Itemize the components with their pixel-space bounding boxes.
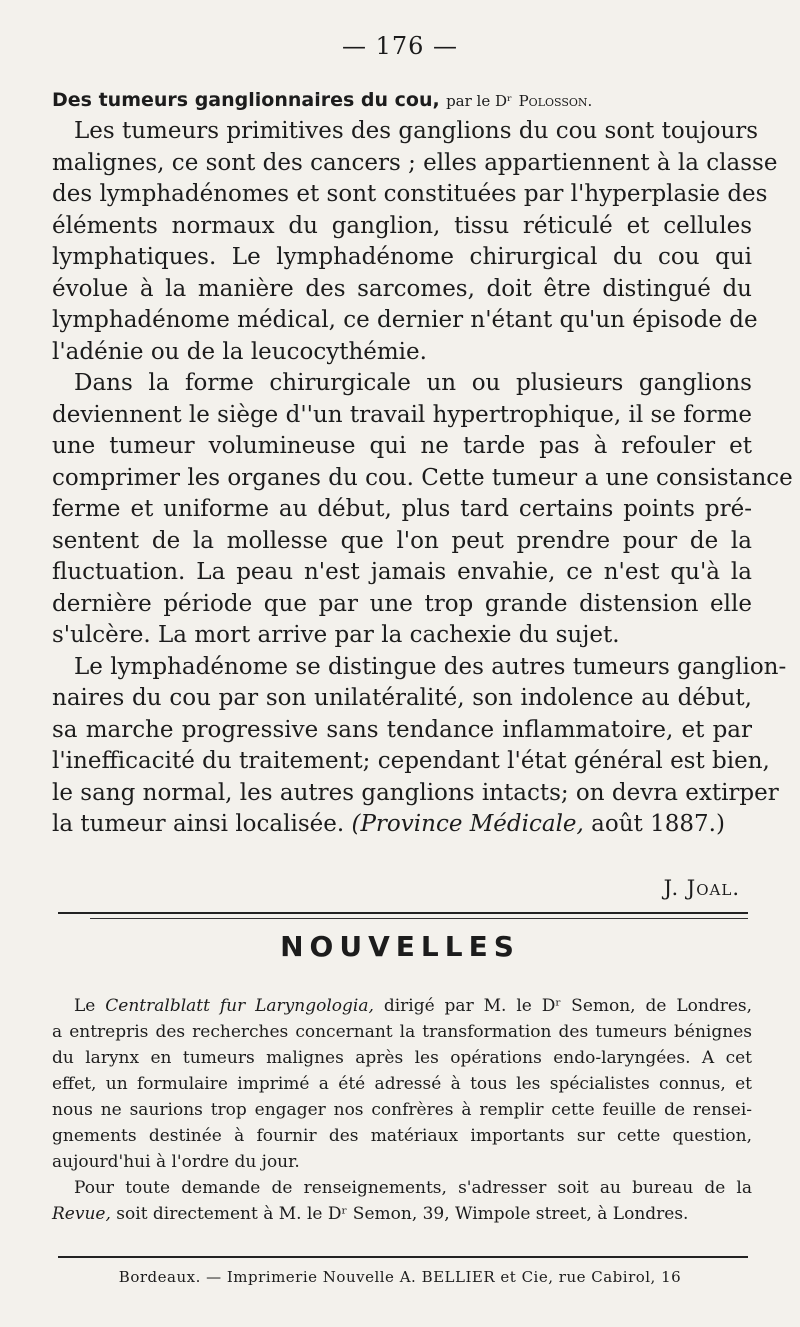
news-line: effet, un formulaire imprimé a été adressé à tous les spécialistes connus, et (52, 1074, 752, 1094)
news-text: dirigé par M. le Dʳ Semon, de Londres, (383, 996, 753, 1016)
body-line: s'ulcère. La mort arrive par la cachexie du sujet. (52, 622, 620, 648)
body-line: sa marche progressive sans tendance inflammatoire, et par (52, 716, 752, 743)
body-line: fluctuation. La peau n'est jamais envahie, ce n'est qu'à la (52, 559, 752, 585)
body-line: dernière période que par une trop grande distension elle (52, 590, 752, 617)
divider (58, 912, 748, 914)
body-line: Le lymphadénome se distingue des autres tumeurs ganglion- (74, 653, 787, 680)
body-line: comprimer les organes du cou. Cette tumeur a une consistance (52, 464, 793, 491)
body-line: l'inefficacité du traitement; cependant l'état général est bien, (52, 748, 770, 774)
news-journal: Revue, (52, 1204, 111, 1224)
article-signature: J. Joal. (663, 876, 740, 900)
news-body (52, 993, 752, 1227)
news-line: aujourd'hui à l'ordre du jour. (52, 1152, 300, 1172)
source-date: août 1887.) (591, 811, 725, 837)
body-line-source (52, 809, 752, 841)
news-line: a entrepris des recherches concernant la transformation des tumeurs bénignes (52, 1022, 752, 1042)
article-title: Des tumeurs ganglionnaires du cou, (52, 89, 440, 111)
news-journal: Centralblatt fur Laryngologia, (105, 996, 374, 1016)
body-line: le sang normal, les autres ganglions intacts; on devra extirper (52, 779, 779, 806)
body-line: Les tumeurs primitives des ganglions du cou sont toujours (74, 118, 759, 144)
news-text: Le (74, 996, 96, 1016)
body-line: lymphatiques. Le lymphadénome chirurgical du cou qui (52, 244, 752, 270)
article-heading (52, 86, 752, 114)
body-line: la tumeur ainsi localisée. (52, 811, 345, 837)
article-body (52, 116, 793, 841)
body-line: lymphadénome médical, ce dernier n'étant qu'un épisode de (52, 307, 758, 333)
body-line: malignes, ce sont des cancers ; elles appartiennent à la classe (52, 149, 778, 176)
source-journal: (Province Médicale, (351, 811, 584, 837)
footer-divider (58, 1256, 748, 1258)
body-line: ferme et uniforme au début, plus tard certains points pré- (52, 496, 752, 522)
body-line: évolue à la manière des sarcomes, doit être distingué du (52, 275, 752, 302)
page-number: — 176 — (341, 32, 459, 60)
body-line: une tumeur volumineuse qui ne tarde pas à refouler et (52, 433, 752, 459)
divider (90, 918, 748, 919)
body-line: l'adénie ou de la leucocythémie. (52, 338, 427, 365)
printer-footer: Bordeaux. — Imprimerie Nouvelle A. BELLIER et Cie, rue Cabirol, 16 (118, 1268, 682, 1286)
news-title: NOUVELLES (280, 930, 520, 963)
news-line: du larynx en tumeurs malignes après les opérations endo-laryngées. A cet (52, 1048, 752, 1068)
body-line: des lymphadénomes et sont constituées par l'hyperplasie des (52, 181, 768, 207)
body-line: éléments normaux du ganglion, tissu réticulé et cellules (52, 212, 752, 239)
news-line: Pour toute demande de renseignements, s'adresser soit au bureau de la (74, 1178, 752, 1198)
article-byline: par le Dʳ (446, 92, 513, 110)
body-line: sentent de la mollesse que l'on peut prendre pour de la (52, 527, 752, 554)
body-line: Dans la forme chirurgicale un ou plusieurs ganglions (74, 370, 752, 396)
body-line: naires du cou par son unilatéralité, son indolence au début, (52, 685, 752, 711)
news-line (52, 1201, 752, 1227)
news-line: nous ne saurions trop engager nos confrères à remplir cette feuille de rensei- (52, 1100, 752, 1120)
news-line: gnements destinée à fournir des matériaux importants sur cette question, (52, 1126, 752, 1146)
body-line: deviennent le siège d''un travail hypertrophique, il se forme (52, 401, 752, 428)
article-author: Polosson. (518, 92, 593, 110)
news-line (52, 993, 752, 1019)
news-text: soit directement à M. le Dʳ Semon, 39, Wimpole street, à Londres. (116, 1204, 689, 1224)
